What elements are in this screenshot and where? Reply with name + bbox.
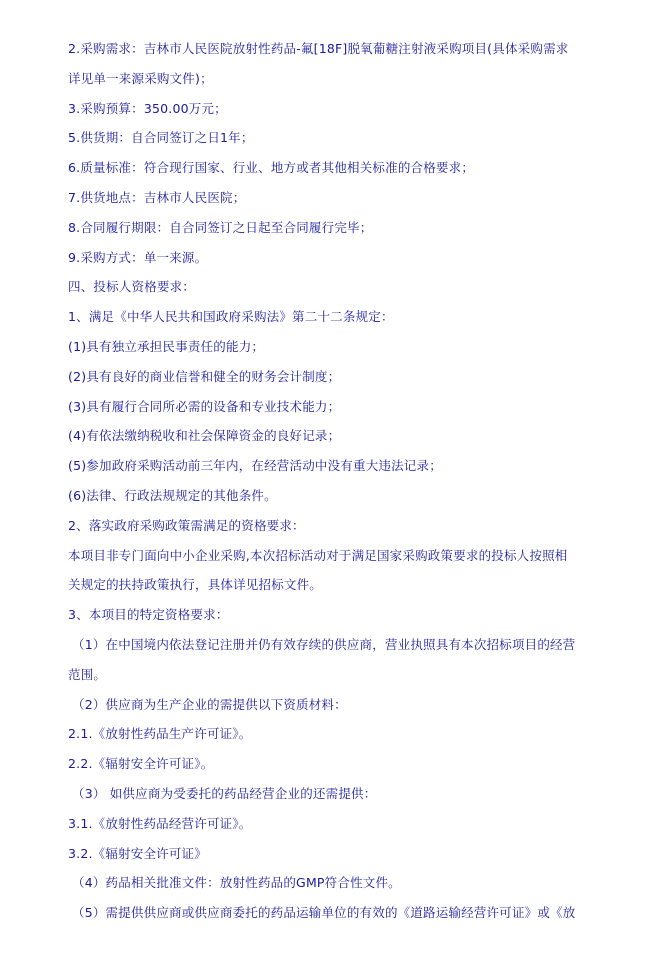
requirement-3-item-1: （1）在中国境内依法登记注册并仍有效存续的供应商，营业执照具有本次招标项目的经营	[72, 636, 576, 652]
requirement-3-item-5: （5）需提供供应商或供应商委托的药品运输单位的有效的《道路运输经营许可证》或《放	[72, 905, 576, 921]
requirement-2-heading: 2、落实政府采购政策需满足的资格要求：	[68, 517, 305, 533]
budget-line: 3.采购预算：350.00万元；	[68, 100, 227, 116]
section-heading-qualifications: 四、投标人资格要求：	[68, 279, 196, 295]
procurement-demand-line: 2.采购需求：吉林市人民医院放射性药品-氟[18F]脱氧葡糖注射液采购项目(具体采购需求	[68, 41, 569, 56]
requirement-3-item-3-sub-2: 3.2.《辐射安全许可证》	[68, 845, 207, 861]
requirement-3-item-2: （2）供应商为生产企业的需提供以下资质材料：	[72, 696, 347, 712]
delivery-period-line: 5.供货期：自合同签订之日1年；	[68, 130, 254, 146]
requirement-3-item-3: （3） 如供应商为受委托的药品经营企业的还需提供：	[72, 785, 377, 801]
requirement-3-item-3-sub-1: 3.1.《放射性药品经营许可证》。	[68, 815, 252, 831]
requirement-3-item-2-sub-2: 2.2.《辐射安全许可证》。	[68, 756, 214, 772]
requirement-1-heading: 1、满足《中华人民共和国政府采购法》第二十二条规定：	[68, 309, 394, 325]
procurement-method-line: 9.采购方式：单一来源。	[68, 249, 208, 265]
requirement-3-item-1-continued: 范围。	[68, 666, 107, 682]
requirement-2-text-continued: 关规定的扶持政策执行，具体详见招标文件。	[68, 577, 323, 593]
document-body	[68, 34, 608, 928]
requirement-1-item-4: (4)有依法缴纳税收和社会保障资金的良好记录；	[68, 428, 341, 444]
contract-period-line: 8.合同履行期限：自合同签订之日起至合同履行完毕；	[68, 219, 373, 235]
requirement-2-text: 本项目非专门面向中小企业采购,本次招标活动对于满足国家采购政策要求的投标人按照相	[68, 547, 568, 563]
quality-standard-line: 6.质量标准：符合现行国家、行业、地方或者其他相关标准的合格要求；	[68, 160, 475, 176]
delivery-location-line: 7.供货地点：吉林市人民医院；	[68, 189, 246, 205]
requirement-1-item-5: (5)参加政府采购活动前三年内，在经营活动中没有重大违法记录；	[68, 458, 442, 474]
procurement-demand-continued: 详见单一来源采购文件)；	[68, 70, 213, 86]
requirement-1-item-1: (1)具有独立承担民事责任的能力；	[68, 338, 265, 354]
requirement-1-item-3: (3)具有履行合同所必需的设备和专业技术能力；	[68, 398, 341, 414]
requirement-3-item-4: （4）药品相关批准文件：放射性药品的GMP符合性文件。	[72, 875, 401, 891]
requirement-1-item-6: (6)法律、行政法规规定的其他条件。	[68, 487, 277, 503]
requirement-3-heading: 3、本项目的特定资格要求：	[68, 607, 229, 623]
requirement-3-item-2-sub-1: 2.1.《放射性药品生产许可证》。	[68, 726, 252, 742]
requirement-1-item-2: (2)具有良好的商业信誉和健全的财务会计制度；	[68, 368, 341, 384]
